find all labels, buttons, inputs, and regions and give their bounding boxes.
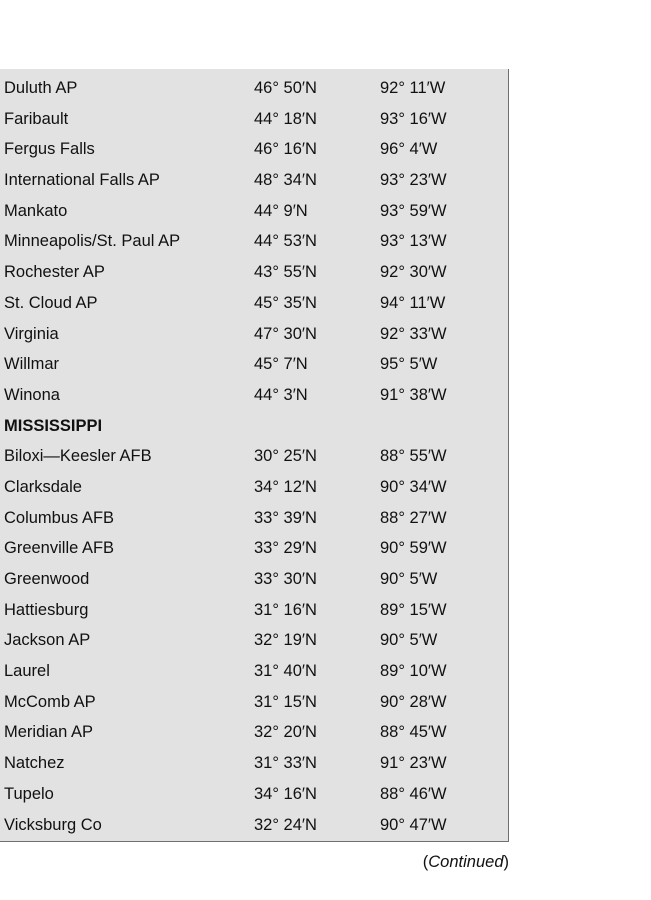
- table-row: [0, 748, 508, 779]
- table-row: [0, 319, 508, 350]
- longitude: 88° 46′W: [380, 784, 447, 803]
- longitude: 91° 23′W: [380, 754, 447, 773]
- latitude: 34° 12′N: [254, 477, 317, 496]
- continued-word: Continued: [428, 853, 504, 871]
- latitude: 48° 34′N: [254, 171, 317, 190]
- table-row: [0, 226, 508, 257]
- longitude: 90° 59′W: [380, 539, 447, 558]
- station-name: St. Cloud AP: [4, 293, 98, 312]
- latitude: 47° 30′N: [254, 324, 317, 343]
- table-row: [0, 810, 508, 841]
- table-row: [0, 595, 508, 626]
- station-name: Willmar: [4, 355, 59, 374]
- latitude: 32° 19′N: [254, 631, 317, 650]
- longitude: 88° 55′W: [380, 447, 447, 466]
- latitude: 31° 40′N: [254, 662, 317, 681]
- latitude: 44° 9′N: [254, 201, 308, 220]
- latitude: 30° 25′N: [254, 447, 317, 466]
- longitude: 91° 38′W: [380, 385, 447, 404]
- section-heading-row: [0, 411, 508, 442]
- longitude: 93° 13′W: [380, 232, 447, 251]
- longitude: 90° 5′W: [380, 570, 438, 588]
- station-name: Biloxi—Keesler AFB: [4, 447, 152, 466]
- longitude: 93° 16′W: [380, 109, 447, 128]
- table-row: [0, 533, 508, 564]
- table-row: [0, 73, 508, 104]
- station-name: Faribault: [4, 109, 69, 128]
- latitude: 45° 35′N: [254, 293, 317, 312]
- longitude: 90° 47′W: [380, 815, 447, 834]
- station-name: Meridian AP: [4, 723, 93, 742]
- station-name: International Falls AP: [4, 171, 160, 190]
- latitude: 33° 29′N: [254, 539, 317, 558]
- table-row: [0, 380, 508, 411]
- station-name: Winona: [4, 385, 60, 404]
- table-row: [0, 349, 508, 380]
- station-name: Clarksdale: [4, 477, 82, 496]
- latitude: 33° 39′N: [254, 508, 317, 527]
- table-row: [0, 257, 508, 288]
- latitude: 44° 18′N: [254, 109, 317, 128]
- latitude: 46° 50′N: [254, 79, 317, 97]
- longitude: 95° 5′W: [380, 355, 438, 374]
- longitude: 90° 28′W: [380, 692, 447, 711]
- longitude: 92° 11′W: [380, 79, 446, 97]
- longitude: 96° 4′W: [380, 140, 438, 159]
- longitude: 88° 45′W: [380, 723, 447, 742]
- station-name: Natchez: [4, 754, 65, 773]
- section-heading: MISSISSIPPI: [4, 416, 103, 435]
- table-row: [0, 134, 508, 165]
- table-row: [0, 472, 508, 503]
- station-name: Jackson AP: [4, 631, 91, 650]
- station-name: Rochester AP: [4, 263, 105, 282]
- latitude: 44° 3′N: [254, 385, 308, 404]
- station-name: Tupelo: [4, 784, 54, 803]
- table-row: [0, 564, 508, 595]
- latitude: 31° 33′N: [254, 754, 317, 773]
- longitude: 93° 59′W: [380, 201, 447, 220]
- station-name: Virginia: [4, 324, 59, 343]
- longitude: 92° 33′W: [380, 324, 447, 343]
- station-name: Laurel: [4, 662, 50, 681]
- station-name: Fergus Falls: [4, 140, 95, 159]
- table-row: [0, 625, 508, 656]
- longitude: 93° 23′W: [380, 171, 447, 190]
- station-name: Duluth AP: [4, 79, 78, 97]
- table-row: [0, 104, 508, 135]
- station-name: Greenwood: [4, 570, 90, 588]
- station-name: McComb AP: [4, 692, 96, 711]
- station-name: Hattiesburg: [4, 600, 89, 619]
- latitude: 46° 16′N: [254, 140, 317, 159]
- table-row: [0, 717, 508, 748]
- table-row: [0, 165, 508, 196]
- station-name: Minneapolis/St. Paul AP: [4, 232, 181, 251]
- table-rows: [0, 73, 508, 840]
- longitude: 94° 11′W: [380, 293, 446, 312]
- table-row: [0, 288, 508, 319]
- longitude: 90° 34′W: [380, 477, 447, 496]
- latitude: 31° 16′N: [254, 600, 317, 619]
- longitude: 89° 10′W: [380, 662, 447, 681]
- longitude: 92° 30′W: [380, 263, 447, 282]
- table-row: [0, 687, 508, 718]
- table-row: [0, 503, 508, 534]
- longitude: 89° 15′W: [380, 600, 447, 619]
- continued-open-paren: (: [422, 853, 429, 871]
- table-row: [0, 196, 508, 227]
- station-name: Greenville AFB: [4, 539, 115, 558]
- latitude: 33° 30′N: [254, 570, 317, 588]
- station-name: Mankato: [4, 201, 68, 220]
- table-row: [0, 441, 508, 472]
- longitude: 88° 27′W: [380, 508, 447, 527]
- latitude: 32° 20′N: [254, 723, 317, 742]
- latitude: 31° 15′N: [254, 692, 317, 711]
- station-name: Vicksburg Co: [4, 815, 102, 834]
- latitude: 44° 53′N: [254, 232, 317, 251]
- latitude: 43° 55′N: [254, 263, 317, 282]
- coordinates-table: [0, 69, 509, 842]
- longitude: 90° 5′W: [380, 631, 438, 650]
- table-row: [0, 656, 508, 687]
- continued-close-paren: ): [503, 853, 509, 871]
- table-row: [0, 779, 508, 810]
- latitude: 34° 16′N: [254, 784, 317, 803]
- latitude: 45° 7′N: [254, 355, 308, 374]
- latitude: 32° 24′N: [254, 815, 317, 834]
- continued-note: [423, 851, 509, 873]
- station-name: Columbus AFB: [4, 508, 115, 527]
